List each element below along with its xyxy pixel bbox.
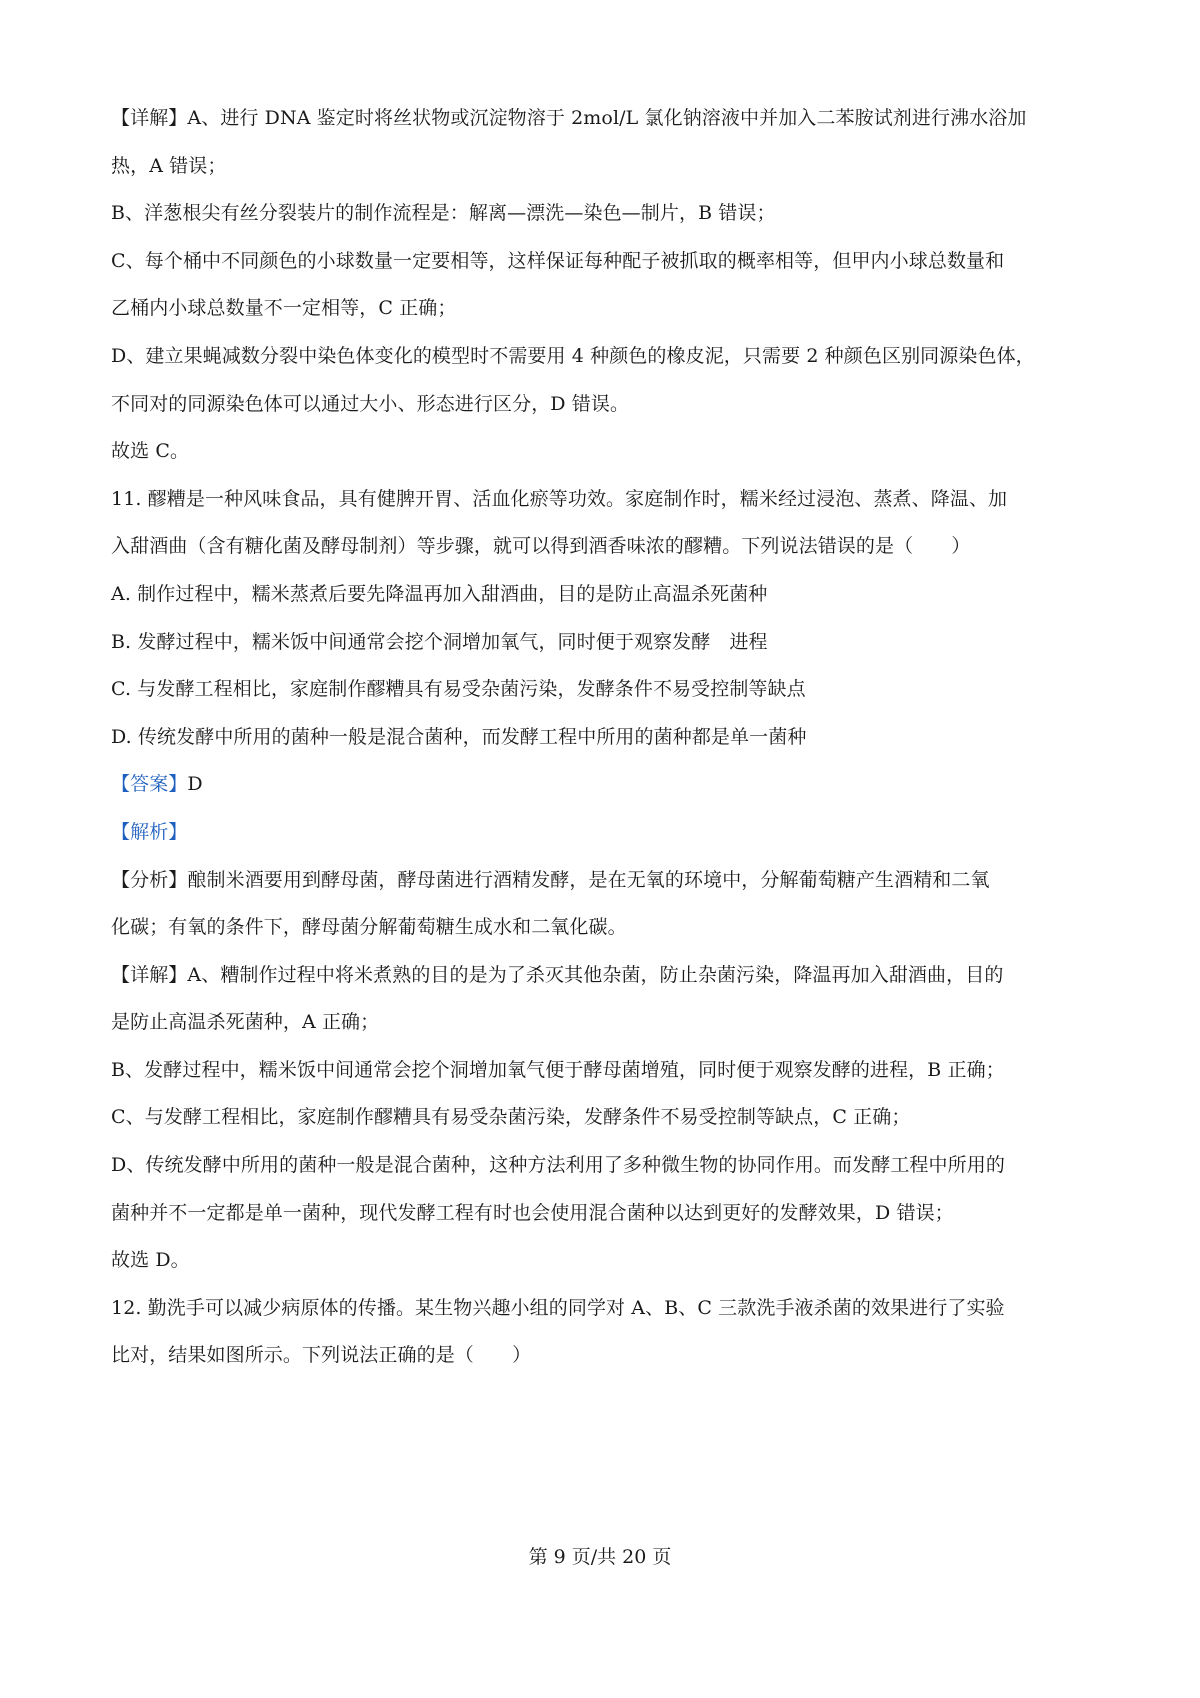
detail-10-line-1: 【详解】A、进行 DNA 鉴定时将丝状物或沉淀物溶于 2mol/L 氯化钠溶液中并加入二苯胺试剂进行沸水浴加	[111, 107, 1027, 129]
detail-11-d-line-2: 菌种并不一定都是单一菌种，现代发酵工程有时也会使用混合菌种以达到更好的发酵效果，D 错误；	[111, 1201, 954, 1224]
analysis-header-11-line-1	[111, 809, 1101, 857]
detail-10-d-line-1: D、建立果蝇减数分裂中染色体变化的模型时不需要用 4 种颜色的橡皮泥，只需要 2 种颜色区别同源染色体，	[111, 344, 1035, 367]
detail-11-d-line-1: D、传统发酵中所用的菌种一般是混合菌种，这种方法利用了多种微生物的协同作用。而发酵工程中所用的	[111, 1154, 1005, 1177]
detail-10-c-line-1: C、每个桶中不同颜色的小球数量一定要相等，这样保证每种配子被抓取的概率相等，但甲内小球总数量和	[111, 249, 1005, 272]
detail-10-c-line-2: 乙桶内小球总数量不一定相等，C 正确；	[111, 297, 457, 320]
option-11-b-line-1: B. 发酵过程中，糯米饭中间通常会挖个洞增加氧气，同时便于观察发酵 进程	[111, 630, 768, 653]
detail-10-b-line-1: B、洋葱根尖有丝分裂装片的制作流程是：解离—漂洗—染色—制片，B 错误；	[111, 202, 776, 225]
conclusion-10-line-1: 故选 C。	[111, 440, 190, 463]
answer-11-line-1: 【答案】D	[111, 773, 203, 796]
detail-11-c-line-1: C、与发酵工程相比，家庭制作醪糟具有易受杂菌污染，发酵条件不易受控制等缺点，C 正确；	[111, 1106, 911, 1129]
detail-11-a-line-1: 【详解】A、糟制作过程中将米煮熟的目的是为了杀灭其他杂菌，防止杂菌污染，降温再加入甜酒曲，目的	[111, 963, 1004, 986]
question-12-line-2: 比对，结果如图所示。下列说法正确的是（ ）	[111, 1344, 532, 1367]
analysis-header-11-tag: 【解析】	[111, 820, 188, 843]
detail-11-b-line-1: B、发酵过程中，糯米饭中间通常会挖个洞增加氧气便于酵母菌增殖，同时便于观察发酵的进程，B 正确；	[111, 1058, 1005, 1081]
document-body	[111, 95, 1101, 1380]
option-11-c-line-1: C. 与发酵工程相比，家庭制作醪糟具有易受杂菌污染，发酵条件不易受控制等缺点	[111, 678, 806, 701]
analysis-11-line-2: 化碳；有氧的条件下，酵母菌分解葡萄糖生成水和二氧化碳。	[111, 916, 627, 939]
question-11-line-2: 入甜酒曲（含有糖化菌及酵母制剂）等步骤，就可以得到酒香味浓的醪糟。下列说法错误的是（ ）	[111, 535, 971, 558]
page-footer: 第 9 页/共 20 页	[528, 1546, 672, 1568]
option-11-d-line-1: D. 传统发酵中所用的菌种一般是混合菌种，而发酵工程中所用的菌种都是单一菌种	[111, 725, 807, 748]
question-11-line-1: 11. 醪糟是一种风味食品，具有健脾开胃、活血化瘀等功效。家庭制作时，糯米经过浸泡、蒸煮、降温、加	[111, 487, 1008, 510]
detail-10-d-line-2: 不同对的同源染色体可以通过大小、形态进行区分，D 错误。	[111, 392, 630, 415]
answer-11-tag: 【答案】	[111, 773, 188, 796]
option-11-a-line-1: A. 制作过程中，糯米蒸煮后要先降温再加入甜酒曲，目的是防止高温杀死菌种	[111, 582, 768, 605]
detail-10-line-2: 热，A 错误；	[111, 154, 227, 177]
detail-11-a-line-2: 是防止高温杀死菌种，A 正确；	[111, 1011, 380, 1034]
conclusion-11-line-1: 故选 D。	[111, 1249, 190, 1272]
question-12-line-1: 12. 勤洗手可以减少病原体的传播。某生物兴趣小组的同学对 A、B、C 三款洗手液杀菌的效果进行了实验	[111, 1296, 1005, 1319]
analysis-11-line-1: 【分析】酿制米酒要用到酵母菌，酵母菌进行酒精发酵，是在无氧的环境中，分解葡萄糖产生酒精和二氧	[111, 868, 990, 891]
